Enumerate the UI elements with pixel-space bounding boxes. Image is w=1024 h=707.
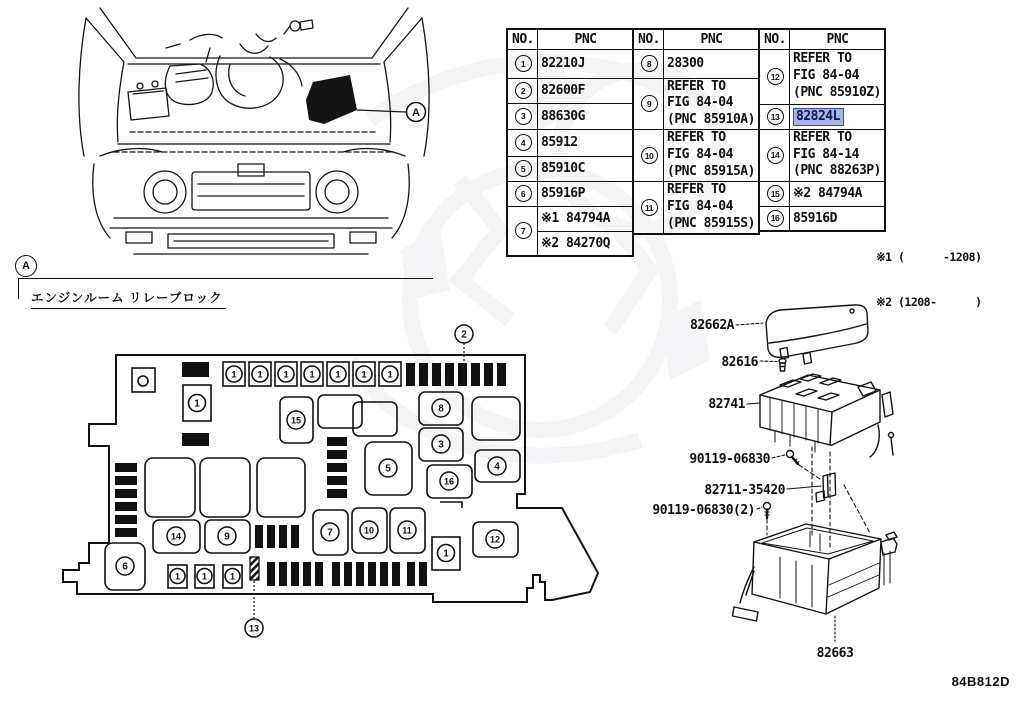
table-callout-number: 9: [641, 95, 658, 112]
svg-text:1: 1: [229, 571, 236, 582]
note-1: ※1 ( -1208): [876, 250, 982, 264]
exploded-view: [630, 295, 920, 675]
circled-number: [167, 527, 185, 545]
part-label-bolt2[interactable]: 90119-06830(2): [652, 503, 755, 518]
relay-block-diagram: [55, 320, 610, 650]
svg-text:14: 14: [170, 531, 182, 542]
svg-text:1: 1: [201, 571, 208, 582]
blank-socket: [145, 458, 195, 517]
relay-block-cover: [766, 305, 868, 364]
svg-text:12: 12: [489, 534, 501, 545]
cover-clip: [779, 359, 786, 371]
callout-13: [245, 581, 263, 637]
part-label-clip[interactable]: 82616: [721, 355, 758, 370]
refer-to-cell: REFER TO FIG 84-04 (PNC 85915A): [664, 130, 760, 182]
table-callout-number: 14: [767, 147, 784, 164]
diagram-callout-numbers: [116, 370, 506, 582]
headlight-right: [316, 171, 358, 213]
refer-to-cell: REFER TO FIG 84-04 (PNC 85915S): [664, 182, 760, 234]
table-callout-number: 1: [515, 55, 532, 72]
section-marker-a: A: [15, 255, 37, 277]
svg-text:6: 6: [122, 561, 128, 573]
circled-number: [486, 530, 504, 548]
callout-2: [455, 325, 473, 362]
clip-mark: [440, 502, 462, 508]
table-callout-number: 16: [767, 210, 784, 227]
svg-text:16: 16: [443, 476, 455, 487]
table-callout-number: 13: [767, 108, 784, 125]
parts-table-column-2: [632, 28, 760, 235]
col-header-pnc: PNC: [538, 29, 634, 49]
parts-table: [506, 28, 884, 257]
selected-part-number[interactable]: 82824L: [793, 108, 844, 126]
fusible-link-13: [250, 557, 259, 580]
table-callout-number: 10: [641, 147, 658, 164]
parts-table-column-1: [506, 28, 634, 257]
svg-text:10: 10: [363, 525, 375, 536]
car-engine-bay-illustration: [70, 4, 435, 256]
table-callout-number: 7: [515, 222, 532, 239]
note-2: ※2 (1208- ): [876, 295, 982, 309]
bolt-90119-06830: [787, 451, 800, 465]
section-title: エンジンルーム リレーブロック: [31, 288, 226, 309]
circled-number: [116, 557, 134, 575]
part-label-bolt1[interactable]: 90119-06830: [689, 452, 770, 467]
svg-text:2: 2: [461, 329, 467, 341]
part-number-cell[interactable]: ※2 84270Q: [538, 231, 634, 256]
part-number-cell[interactable]: ※2 84794A: [790, 181, 886, 206]
circled-number: [432, 399, 450, 417]
svg-text:9: 9: [224, 531, 230, 543]
col-header-pnc: PNC: [790, 29, 886, 49]
svg-text:1: 1: [257, 369, 263, 381]
part-label-case[interactable]: 82663: [816, 646, 854, 661]
part-number-cell[interactable]: 85910C: [538, 156, 634, 181]
svg-text:13: 13: [248, 623, 260, 634]
svg-text:1: 1: [387, 369, 393, 381]
blank-socket: [200, 458, 250, 517]
blank-socket: [257, 458, 305, 517]
diagram-code: 84B812D: [951, 674, 1010, 689]
callout-a-leader-line: [357, 110, 406, 112]
svg-text:1: 1: [443, 548, 449, 560]
parts-table-column-3: [758, 28, 886, 232]
circled-number: [398, 521, 416, 539]
part-label-bracket[interactable]: 82711-35420: [704, 483, 785, 498]
col-header-no: NO.: [759, 29, 790, 49]
circled-number: [432, 435, 450, 453]
a-pillar-left: [100, 8, 136, 58]
col-header-pnc: PNC: [664, 29, 760, 49]
svg-text:11: 11: [402, 525, 412, 536]
col-header-no: NO.: [633, 29, 664, 49]
circled-number: [218, 527, 236, 545]
relay-block-lower-case: [733, 524, 898, 621]
table-callout-number: 15: [767, 185, 784, 202]
bolt-90119-06830-2: [764, 503, 771, 519]
part-label-block[interactable]: 82741: [708, 397, 745, 412]
part-number-cell[interactable]: 85912: [538, 129, 634, 156]
applicability-notes: [876, 220, 982, 325]
svg-text:1: 1: [283, 369, 289, 381]
svg-text:4: 4: [494, 461, 500, 473]
mount-hole: [132, 368, 155, 392]
table-callout-number: 4: [515, 134, 532, 151]
svg-text:7: 7: [327, 527, 333, 539]
table-callout-number: 2: [515, 82, 532, 99]
relay-block-body: [760, 374, 894, 457]
circled-number: [360, 521, 378, 539]
circled-number: [488, 457, 506, 475]
svg-text:A: A: [412, 107, 420, 119]
svg-text:15: 15: [290, 415, 302, 426]
grille: [192, 172, 310, 210]
svg-text:1: 1: [174, 571, 181, 582]
refer-to-cell: REFER TO FIG 84-14 (PNC 88263P): [790, 129, 886, 181]
svg-text:5: 5: [385, 463, 391, 475]
part-leader-lines: [736, 323, 835, 641]
part-label-cover[interactable]: 82662A: [690, 318, 734, 333]
svg-text:1: 1: [309, 369, 315, 381]
circled-number: [379, 459, 397, 477]
part-number-cell[interactable]: 85916D: [790, 206, 886, 231]
svg-text:3: 3: [438, 439, 444, 451]
refer-to-cell: REFER TO FIG 84-04 (PNC 85910Z): [790, 49, 886, 104]
part-number-cell[interactable]: 88630G: [538, 103, 634, 129]
svg-text:1: 1: [194, 398, 200, 410]
a-pillar-right: [372, 8, 408, 58]
blank-relay-box: [318, 395, 362, 428]
table-callout-number: 6: [515, 185, 532, 202]
svg-text:1: 1: [361, 369, 367, 381]
part-number-cell[interactable]: 28300: [664, 49, 760, 78]
part-number-cell[interactable]: 82600F: [538, 78, 634, 103]
callout-a-marker: [407, 103, 426, 122]
col-header-no: NO.: [507, 29, 538, 49]
part-number-cell[interactable]: 82210J: [538, 49, 634, 78]
circled-number: [321, 523, 339, 541]
table-callout-number: 3: [515, 108, 532, 125]
circled-number: [287, 411, 305, 429]
refer-to-cell: REFER TO FIG 84-04 (PNC 85910A): [664, 78, 760, 130]
headlight-left: [144, 171, 186, 213]
blank-relay-box: [353, 402, 397, 436]
svg-text:1: 1: [335, 369, 341, 381]
table-callout-number: 5: [515, 160, 532, 177]
mount-bracket: [816, 473, 836, 502]
table-callout-number: 11: [641, 199, 658, 216]
svg-text:8: 8: [438, 403, 444, 415]
table-callout-number: 12: [767, 68, 784, 85]
table-callout-number: 8: [641, 55, 658, 72]
part-number-cell[interactable]: ※1 84794A: [538, 206, 634, 231]
relay-block-location: [306, 75, 357, 124]
blank-relay-box: [472, 397, 520, 440]
circled-number: [440, 472, 458, 490]
svg-text:1: 1: [231, 369, 237, 381]
part-number-cell[interactable]: 85916P: [538, 181, 634, 206]
